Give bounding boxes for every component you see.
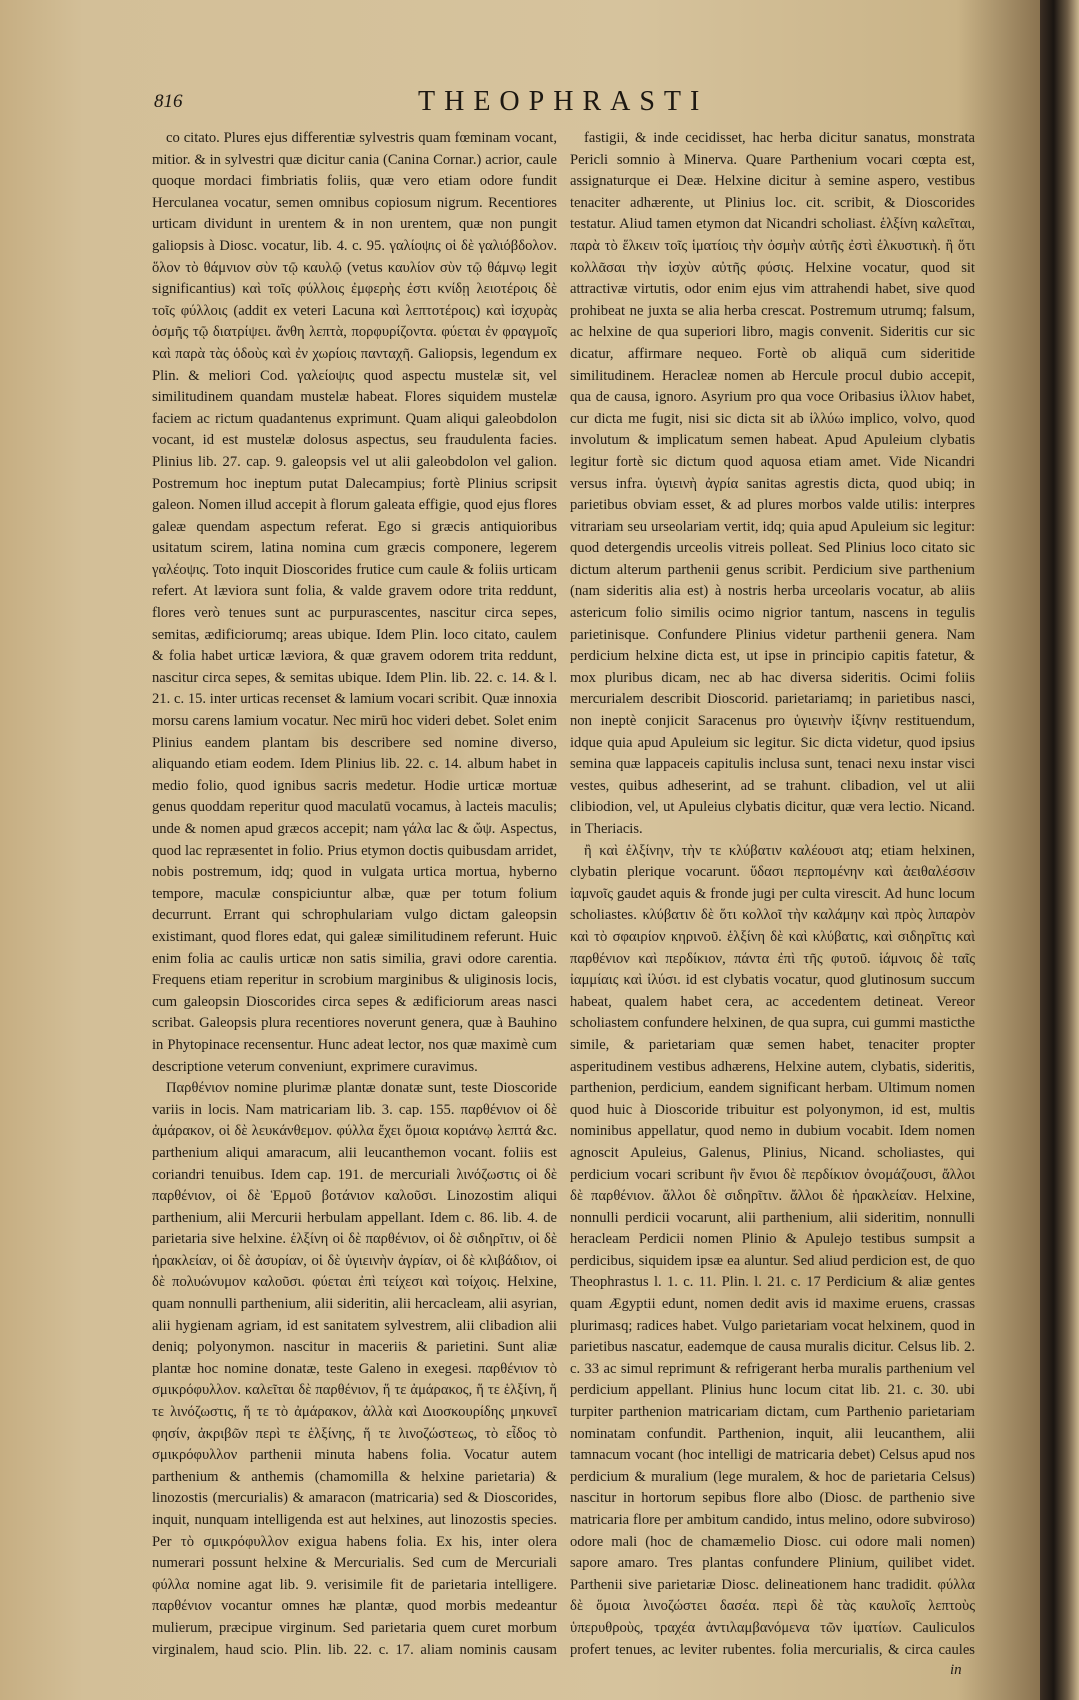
paragraph: fastigii, & inde cecidisset, hac herba dicitur sanatus, monstrata Pericli somnio à Minerva. Quare Parthenium vocari cœpta est, assignaturque ei Deæ. Helxine dicitur à semine aspero, vestibus tenaciter adhærente, ut Plinius loc. cit. scribit, & Dioscorides testatur. Aliud tamen etymon dat Nicandri scholiast. ἑλξίνη καλεῖται, παρὰ τὸ ἕλκειν τοῖς ἱματίοις τὴν ὀσμὴν αὐτῆς ἐστὶ ἑλκυστικὴ. ἢ ὅτι κολλᾶσαι τὴν ἰσχὺν αὐτῆς φύσις. Helxine vocatur, quod sit attractivæ virtutis, odor enim ejus vim attrahendi habet, sive quod prohibeat ne juxta se alia herba crescat. Postremum utrumq; falsum, ac helxine de qua superiori libro, magis convenit. Sideritis cur sic dicatur, affirmare nequeo. Fortè ob aliquā cum sideritide similitudinem. Heracleæ nomen ab Hercule procul dubio accepit, qua de causa, ignoro. Asyrium pro qua voce Oribasius ἰλλιον habet, cur dicta me fugit, nisi sic dicta sit ab ἰλλύω implico, volvo, quod involutum & implicatum semen habeat. Apud Apuleium clybatis legitur fortè sic dictum quod aquosa etiam amet. Vide Nicandri versus infra. ὑγιεινὴ ἀγρία sanitas agrestis dicta, quod ubiq; in parietibus obviam esset, & ad plures morbos valde utilis: interpres vitrariam seu urseolariam vertit, idq; quia apud Apuleium sic legitur: quod detergendis urceolis vitreis polleat. Sed Plinius loco citato sic dictum alterum parthenii genus scribit. Perdicium sive parthenium (nam sideritis alia est) à nostris herba urceolaris vocatur, ab aliis astericum folio similis ocimo nigrior tantum, nascens in tegulis parietinisque. Confundere Plinius videtur parthenii genera. Nam perdicium helxine dicta est, ut ipse in principio capitis fatetur, & mox pluribus dicam, nec ab hac diversa sideritis. Ocimi foliis mercurialem describit Dioscorid. parietariamq; in parietibus nasci, non ineptè conjicit Saracenus pro ὑγιεινὴν ἰξίνην restituendum, idque quia apud Apuleium sic legitur. Sic dicta videtur, quod ipsius semina quæ lappaceis capitulis inclusa sunt, tenaci nexu instar visci vestes, quibus adheserint, ad se trahunt. clibadion, vel ut alii clibiodion, vel, ut Apuleius clybatis dicitur, quæ vera lectio. Nicand. in Theriacis. xyxy=(570,130,975,837)
left-column xyxy=(152,128,557,1658)
paragraph: co citato. Plures ejus differentiæ sylvestris quam fœminam vocant, mitior. & in sylvestri quæ dicitur cania (Canina Cornar.) acrior, caule quoque mordaci fimbriatis foliis, quæ vero etiam odore fundit Herculanea vocatur, semen omnibus copiosum nigrum. Recentiores urticam dividunt in urentem & in non urentem, quæ non pungit galiopsis à Diosc. vocatur, lib. 4. c. 95. γαλίοψις οἱ δὲ γαλιόβδολον. ὅλον τὸ θάμνιον σὺν τῷ καυλῷ (vetus καυλίον σὺν τῷ θάμνῳ legit significantius) καὶ τοῖς φύλλοις ἐμφερὴς ἐστι κνίδῃ λειοτέροις δὲ τοῖς φύλλοις (addit ex veteri Lacuna καὶ λεπτοτέροις) καὶ ἰσχυρὰς ὀσμῆς τῷ διατρίψει. ἄνθη λεπτὰ, πορφυρίζοντα. φύεται ἐν φραγμοῖς καὶ παρὰ τὰς ὁδοὺς καὶ ἐν χωρίοις πανταχῆ. Galiopsis, legendum ex Plin. & meliori Cod. γαλείοψις quod aspectu mustelæ sit, vel similitudinem quandam mustelæ habeat. Flores siquidem mustelæ faciem ac rictum quadantenus exprimunt. Quam aliqui galeobdolon vocant, id est mustelæ dolosus aspectus, seu fraudulenta facies. Plinius lib. 27. cap. 9. galeopsis vel ut alii galeobdolon vel galion. Postremum hoc ineptum putat Dalecampius; fortè Plinius scripsit galeon. Nomen illud accepit à florum galeata effigie, quod ejus flores galeæ quendam aspectum referat. Ego si græcis antiquioribus usitatum scirem, latina nomina cum græcis componere, legerem γαλέοψις. Toto inquit Dioscorides frutice cum caule & foliis urticam refert. At læviora sunt folia, & valde gravem odore trita reddunt, flores verò tenues sunt ac purpurascentes, nascitur circa sepes, semitas, ædificiorumq; areas ubique. Idem Plin. loco citato, caulem & folia habet urticæ læviora, & quæ gravem odorem trita reddunt, nascitur circa sepes, & semitas ubique. Idem Plin. lib. 22. c. 14. & l. 21. c. 15. inter urticas recenset & lamium vocari scribit. Quæ innoxia morsu carens lamium vocatur. Nec mirū hoc videri debet. Solet enim Plinius eandem plantam bis describere sed nomine diverso, aliquando etiam eodem. Idem Plinius lib. 22. c. 14. album habet in medio folio, quod ignibus sacris medetur. Hodie urticæ mortuæ genus quoddam reperitur quod maculatū vocamus, à lacteis maculis; unde & nomen apud græcos accepit; nam γάλα lac & ὤψ. Aspectus, quod lac repræsentet in folio. Prius etymon doctis quibusdam arridet, nobis postremum, idq; quod in vulgata urtica mortua, hyberno tempore, maculæ conspiciuntur albæ, quæ per totum folium decurrunt. Errant qui schrophulariam vulgo dictam galeopsin existimant, quod flores edat, qui galeæ similitudinem referunt. Huic enim folia ac caulis urticæ non satis similia, gravi odore carentia. Frequens etiam reperitur in scrobium marginibus & uliginosis locis, cum galeopsin Dioscorides circa sepes & ædificiorum areas nasci scribat. Galeopsis plura recentiores noverunt genera, quæ à Bauhino in Phytopinace recensentur. Hunc adeat lector, nos quæ maximè cum descriptione veterum conveniunt, exprimere curavimus. xyxy=(152,130,557,1075)
catchword: in xyxy=(950,1662,962,1678)
right-column xyxy=(570,128,975,1658)
paragraph: ἢ καὶ ἑλξίνην, τὴν τε κλύβατιν καλέουσι atq; etiam helxinen, clybatin plerique vocarunt. ὕδασι περπομένην καὶ ἀειθαλέσσιν ἰαμνοῖς gaudet aquis & fronde jugi per culta virescit. Ad hunc locum scholiastes. κλύβατιν δὲ ὅτι κολλοῖ τὴν καλάμην καὶ πρὸς λιπαρὸν καὶ τὸ σφαιρίον κηρινοῦ. ἑλξίνη δὲ καὶ κλύβατις, καὶ σιδηρῖτις καὶ παρθένιον καὶ περδίκιον, πάντα ἐπὶ τῆς φυτοῦ. ἰάμνοις δὲ ταῖς ἰαμμίαις καὶ ἰλύσι. id est clybatis vocatur, quod glutinosum succum habeat, qualem habet cera, ac accedentem detineat. Vereor scholiastem confundere helxinen, de qua supra, cui gummi masticthe simile, & parietariam quæ semen habet, tenaciter propter asperitudinem vestibus adhærens, Helxine autem, clybatis, sideritis, parthenion, perdicium, eandem significant herbam. Ultimum nomen quod huic à Dioscoride tribuitur est polyonymon, id est, multis nominibus appellatur, quod nemo in dubium vocabit. Idem nomen agnoscit Apuleius, Galenus, Plinius, Nicand. scholiastes, qui perdicium vocari scribunt ἣν ἔνιοι δὲ περδίκιον ὀνομάζουσι, ἄλλοι δὲ παρθένιον. ἄλλοι δὲ σιδηρῖτιν. ἄλλοι δὲ ἡρακλείαν. Helxine, nonnulli perdicii vocarunt, alii parthenium, alii sideritim, nonnulli heracleam Perdicii nomen Plinio & Apulejo testibus sumpsit a perdicibus, siquidem ipsæ ea aluntur. Sed aliud perdicion est, de quo Theophrastus l. 1. c. 11. Plin. l. 21. c. 17 Perdicium & aliæ gentes quam Ægyptii edunt, nomen dedit avis id maxime eruens, crassas plurimasq; radices habet. Vulgo parietariam vocat helxinem, quod in parietibus nascatur, eademque de causa muralis dicitur. Celsus lib. 2. c. 33 ac simul reprimunt & refrigerant herba muralis parthenium vel perdicium appellant. Plinius hunc locum citat lib. 21. c. 30. ubi turpiter parthenion matricariam dictam, cum Parthenio parietariam nominatam confundit. Parthenion, inquit, alii leucanthem, alii tamnacum vocant (hoc intelligi de matricaria debet) Celsus apud nos perdicium & muralium (lege muralem, & hoc de parietaria Celsus) nascitur in hortorum sepibus flore albo (Diosc. de parthenio sive matricaria flore per ambitum candido, intus melino, odore subviroso) odore mali (hoc de chamæmelio Diosc. cui odore mali nomen) sapore amaro. Tres plantas confundere Plinium, quilibet videt. Parthenii sive parietariæ Diosc. delineationem hanc tradidit. φύλλα δὲ ὅμοια λινοζώστει δασέα. περὶ δὲ τὰς καυλοῖς λεπτοὺς ὑπερυθροὺς, τραχέα ἀντιλαμβανόμενα τῶν ἱματίων. Cauliculos profert tenues, ac leviter rubentes. folia mercurialis, & circa caules xyxy=(570,842,975,1658)
book-gutter xyxy=(1040,0,1079,1700)
page-header xyxy=(150,82,990,122)
running-title: THEOPHRASTI xyxy=(418,86,709,117)
page-number: 816 xyxy=(154,91,183,112)
paragraph: Παρθένιον nomine plurimæ plantæ donatæ sunt, teste Dioscoride variis in locis. Nam matricariam lib. 3. cap. 155. παρθένιον οἱ δὲ ἀμάρακον, οἱ δὲ λευκάνθεμον. φύλλα ἔχει ὅμοια κοριάνῳ λεπτά &c. parthenium aliqui amaracum, alii leucanthemon vocant. foliis est coriandri tenuibus. Idem cap. 191. de mercuriali λινόζωστις οἱ δὲ παρθένιον, οἱ δὲ Ἑρμοῦ βοτάνιον καλοῦσι. Linozostim aliqui parthenium, alii Mercurii herbulam appellant. Idem c. 86. lib. 4. de parietaria sive helxine. ἑλξίνη οἱ δὲ παρθένιον, οἱ δὲ σιδηρῖτιν, οἱ δὲ ἡρακλείαν, οἱ δὲ ἀσυρίαν, οἱ δὲ ὑγιεινὴν ἀγρίαν, οἱ δὲ κλιβάδιον, οἱ δὲ πολυώνυμον καλοῦσι. φύεται ἐπὶ τείχεσι καὶ τοίχοις. Helxine, quam nonnulli parthenium, alii sideritin, alii hercacleam, alii asyrian, alii hygienam agriam, id est sanitatem sylvestrem, alii clibadion alii deniq; polyonymon. nascitur in maceriis & parietini. Sunt aliæ plantæ hoc nomine donatæ, teste Galeno in exegesi. παρθένιον τὸ σμικρόφυλλον. καλεῖται δὲ παρθένιον, ἥ τε ἀμάρακος, ἥ τε ἑλξίνη, ἥ τε λινόζωστις, ἥ τε τὸ ἀμάρακον, ἀλλὰ καὶ Διοσκουρίδης μηκυνεῖ φησίν, ἀκριβῶν περὶ τε ἑλξίνης, ἥ τε λινοζώστεως, τὸ εἶδος τὸ σμικρόφυλλον parthenii minuta habens folia. Vocatur autem parthenium & anthemis (chamomilla & helxine parietaria) & linozostis (mercurialis) & amaracon (matricaria) sed & Dioscorides, inquit, nunquam intelligenda est aut helxines, aut linozostis species. Per τὸ σμικρόφυλλον exigua habens folia. Ex his, inter olera numerari possunt helxine & Mercurialis. Sed cum de Mercuriali φύλλα nomine agat lib. 9. verisimile fit de parietaria intelligere. παρθένιον vocantur omnes hæ plantæ, quod morbis medeantur mulierum, præcipue virginum. Sed parietaria quem curet morbum virginalem, haud scio. Plin. lib. 22. c. 17. aliam nominis causam xyxy=(152,1080,557,1658)
